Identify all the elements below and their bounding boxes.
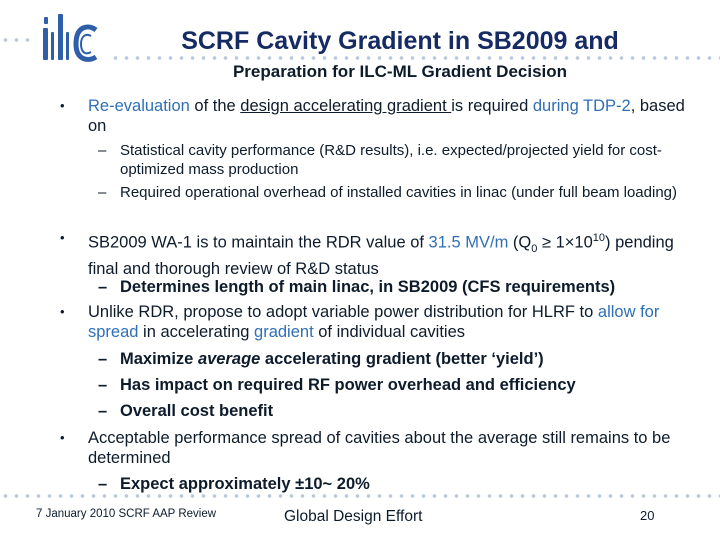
bullet-4-text: Acceptable performance spread of cavities about the average still remains to be determined [88,429,671,467]
bullet-4-sub: – Expect approximately ±10~ 20% [98,475,370,493]
bullet-3-sub-3: – Overall cost benefit [98,402,274,420]
title-dotted-rule [110,56,720,60]
top-dotted-rule [0,38,36,42]
bullet-2-text: SB2009 WA-1 is to maintain the RDR value of 31.5 MV/m $(Q_0 \ge 1\times 10^{10})$ pending final and thorough review of R&D status [88,232,674,278]
bullet-2-marker: • [60,230,65,245]
bullet-1-text: Re-evaluation of the design accelerating gradient is required during TDP-2, based on [88,97,685,135]
bullet-3-text: Unlike RDR, propose to adopt variable power distribution for HLRF to allow for spread in accelerating gradient of individual cavities [88,303,660,341]
page-number: 20 [640,508,655,523]
ilc-logo [40,10,100,64]
bullet-1-marker: • [60,98,65,113]
bullet-2-sub: – Determines length of main linac, in SB2009 (CFS requirements) [98,278,616,296]
bullet-3-sub-2: – Has impact on required RF power overhead and efficiency [98,376,576,394]
slide-title: SCRF Cavity Gradient in SB2009 and [181,27,619,55]
slide-subtitle: Preparation for ILC-ML Gradient Decision [232,62,568,81]
bullet-1-sub-2: – Required operational overhead of installed cavities in linac (under full beam loading) [98,184,677,201]
bullet-3-marker: • [60,304,65,319]
bullet-4-marker: • [60,430,65,445]
footer-organization: Global Design Effort [284,508,423,525]
footer-date-event: 7 January 2010 SCRF AAP Review [36,508,217,520]
bottom-dotted-rule [0,494,720,498]
bullet-3-sub-1: – Maximize average accelerating gradient (better ‘yield’) [98,350,544,368]
bullet-1-sub-1: – Statistical cavity performance (R&D results), i.e. expected/projected yield for cost-optimized mass production [98,142,662,178]
